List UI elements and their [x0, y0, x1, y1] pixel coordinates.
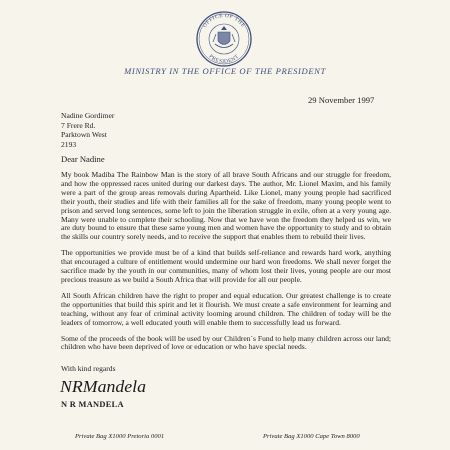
footer-address-pretoria: Private Bag X1000 Pretoria 0001 — [75, 433, 165, 440]
body-paragraph: My book Madiba The Rainbow Man is the story of all brave South Africans and our struggle for freedom, and how the oppressed races united during our darkest days. The author, Mr. Lionel Maxim, and his family were a part of the group areas removals during Apartheid. Like Lionel, many young people had sacrificed their youth, their studies and life with their families all for the sake of freedom, many young people went to prison and served long sentences, some left to join the liberation struggle in exile, often at a very young age. Many were unable to complete their schooling. Now that we have won the freedom they helped us win, we are duty bound to ensure that these same young men and women have the opportunity to study and to obtain the skills our country sorely needs, and to receive the support that enables them to rebuild their lives. — [61, 170, 391, 242]
presidential-seal-icon — [190, 6, 258, 68]
letter-body — [61, 171, 391, 359]
seal-top-text: OFFICE OF THE — [201, 12, 247, 29]
recipient-suburb: Parktown West — [61, 130, 107, 140]
ministry-heading: MINISTRY IN THE OFFICE OF THE PRESIDENT — [124, 66, 326, 76]
recipient-name: Nadine Gordimer — [61, 111, 115, 120]
body-paragraph: All South African children have the right to proper and equal education. Our greatest challenge is to create the opportunities that build this spirit and let it flourish. We must create a safe environment for learning and teaching, without any fear of criminal activity looming around children. The children of today will be the leaders of tomorrow, a well educated youth will enable them to successfully lead us forward. — [61, 290, 391, 327]
recipient-address — [61, 111, 114, 149]
handwritten-signature — [58, 376, 158, 396]
signature-text: NRMandela — [58, 377, 146, 396]
recipient-postal-code: 2193 — [61, 139, 77, 149]
seal-bottom-text: PRESIDENT — [207, 53, 241, 66]
signatory-name: N R MANDELA — [61, 400, 124, 409]
closing-line: With kind regards — [61, 364, 116, 373]
body-paragraph: The opportunities we provide must be of a kind that builds self-reliance and rewards hard work, anything that encouraged a culture of entitlement would undermine our hard won freedoms. We shall never forget the sacrifice made by the youth in our communities, many of whom lost their lives, young people are our most precious treasure as we build a South Africa that will provide for all our people. — [61, 248, 391, 284]
body-paragraph: Some of the proceeds of the book will be used by our Children`s Fund to help many children across our land; children who have been deprived of love or education or who have special needs. — [61, 333, 391, 352]
recipient-street: 7 Frere Rd. — [61, 120, 96, 130]
salutation: Dear Nadine — [61, 154, 105, 164]
footer-address-cape-town: Private Bag X1000 Cape Town 8000 — [263, 433, 360, 440]
letter-date: 29 November 1997 — [308, 95, 375, 105]
